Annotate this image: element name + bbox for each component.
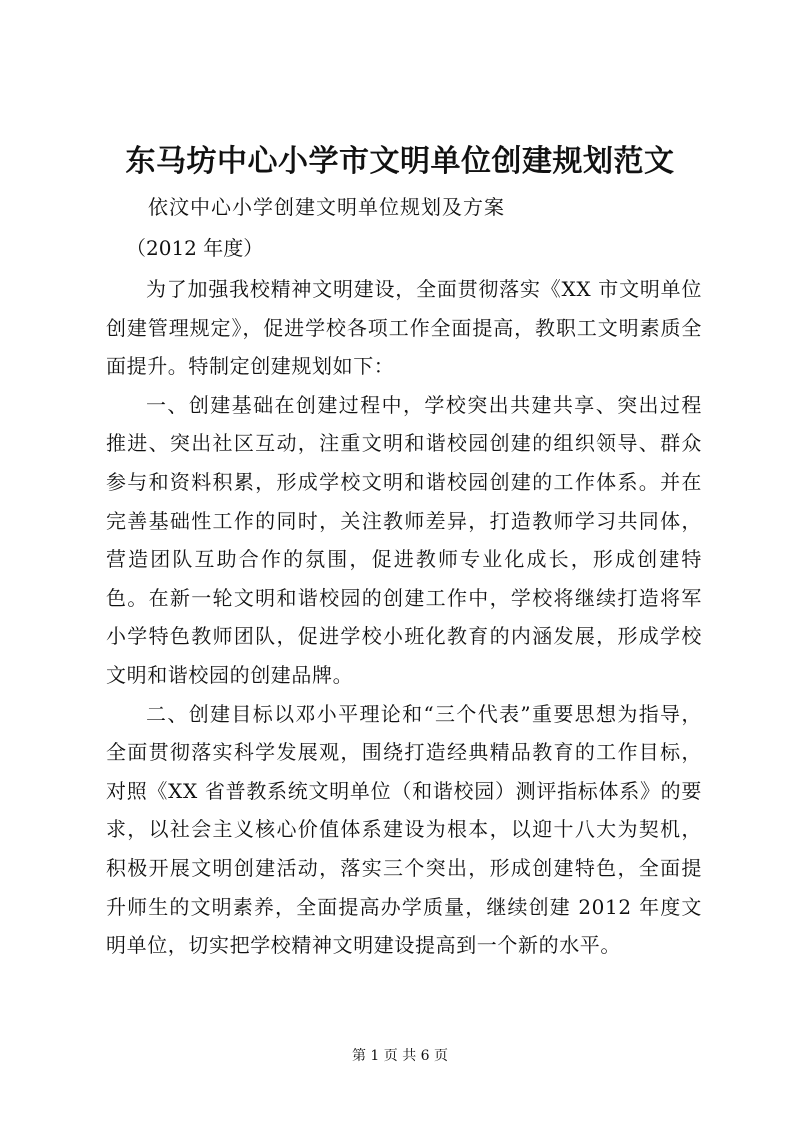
document-year: （2012 年度）	[126, 236, 264, 260]
page-footer: 第 1 页 共 6 页	[351, 1048, 449, 1064]
document-subtitle: 依汶中心小学创建文明单位规划及方案	[148, 195, 505, 219]
paragraph-basis: 一、创建基础在创建过程中，学校突出共建共享、突出过程推进、突出社区互动，注重文明和谐校园创建的组织领导、群众参与和资料积累，形成学校文明和谐校园创建的工作体系。并在完善基础性工作的同时，关注教师差异，打造教师学习共同体，营造团队互助合作的氛围，促进教师专业化成长，形成创建特色。在新一轮文明和谐校园的创建工作中，学校将继续打造将军小学特色教师团队，促进学校小班化教育的内涵发展，形成学校文明和谐校园的创建品牌。	[106, 392, 702, 687]
paragraph-goals: 二、创建目标以邓小平理论和“三个代表”重要思想为指导，全面贯彻落实科学发展观，围绕打造经典精品教育的工作目标，对照《XX 省普教系统文明单位（和谐校园）测评指标体系》的要求，以社会主义核心价值体系建设为根本，以迎十八大为契机，积极开展文明创建活动，落实三个突出，形成创建特色，全面提升师生的文明素养，全面提高办学质量，继续创建 2012 年度文明单位，切实把学校精神文明建设提高到一个新的水平。	[106, 701, 702, 958]
paragraph-intro: 为了加强我校精神文明建设，全面贯彻落实《XX 市文明单位创建管理规定》，促进学校各项工作全面提高，教职工文明素质全面提升。特制定创建规划如下：	[106, 277, 702, 379]
document-body	[106, 270, 702, 965]
document-title: 东马坊中心小学市文明单位创建规划范文	[125, 144, 675, 179]
